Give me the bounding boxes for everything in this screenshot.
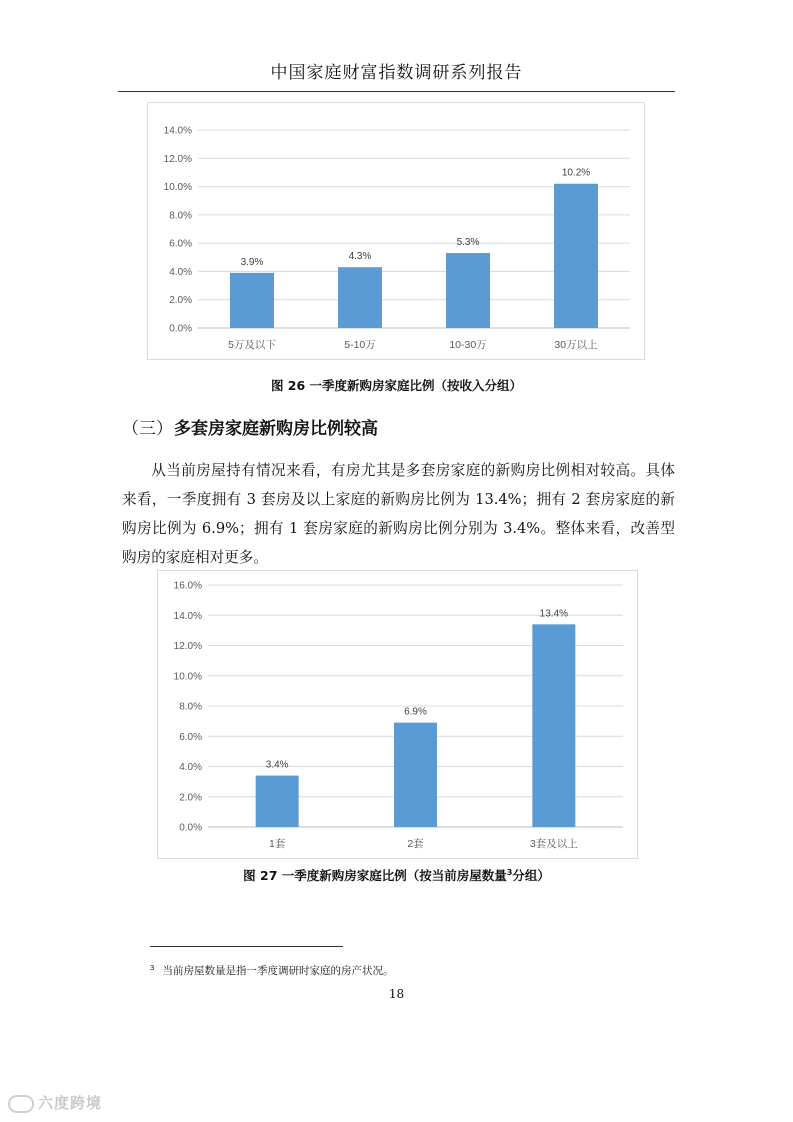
y-tick-label: 14.0% xyxy=(163,125,192,137)
bar xyxy=(230,273,274,328)
bar xyxy=(446,253,490,328)
bar xyxy=(338,267,382,328)
section-heading xyxy=(122,414,378,439)
watermark xyxy=(8,1092,102,1113)
bar xyxy=(256,776,299,827)
watermark-text: 六度跨境 xyxy=(38,1094,103,1112)
y-tick-label: 12.0% xyxy=(173,641,202,652)
data-label: 3.9% xyxy=(240,256,264,268)
y-tick-label: 4.0% xyxy=(179,762,202,773)
figure-26-caption: 图 26 一季度新购房家庭比例（按收入分组） xyxy=(270,378,523,393)
y-tick-label: 6.0% xyxy=(179,731,202,743)
x-tick-label: 5万及以下 xyxy=(228,339,276,351)
x-tick-label: 1套 xyxy=(268,838,286,850)
data-label: 4.3% xyxy=(348,251,372,263)
footnote-marker: 3 xyxy=(150,963,155,972)
header-divider xyxy=(118,91,675,92)
data-label: 10.2% xyxy=(561,167,591,179)
income-chart-frame xyxy=(147,102,645,360)
y-tick-label: 10.0% xyxy=(173,671,202,683)
y-tick-label: 14.0% xyxy=(173,610,202,622)
data-label: 13.4% xyxy=(539,608,569,620)
header-title: 中国家庭财富指数调研系列报告 xyxy=(270,63,523,83)
y-tick-label: 10.0% xyxy=(163,182,192,194)
paragraph-text: 从当前房屋持有情况来看，有房尤其是多套房家庭的新购房比例相对较高。具体来看，一季度拥有 3 套房及以上家庭的新购房比例为 13.4%；拥有 2 套房家庭的新购房比例为 6.9%；拥有 1 套房家庭的新购房比例分别为 3.4%。整体来看，改善型购房的家庭相对更多。 xyxy=(122,462,675,566)
footnote-ref: 3 xyxy=(506,867,513,877)
section-number: （三） xyxy=(122,419,173,439)
page-number: 18 xyxy=(388,987,405,1001)
income-bar-chart xyxy=(148,103,644,359)
y-tick-label: 2.0% xyxy=(169,295,192,307)
house-count-bar-chart xyxy=(158,571,637,858)
y-tick-label: 16.0% xyxy=(173,580,202,592)
x-tick-label: 3套及以上 xyxy=(529,838,578,850)
x-tick-label: 2套 xyxy=(407,838,424,850)
y-tick-label: 8.0% xyxy=(169,210,192,222)
x-tick-label: 10-30万 xyxy=(449,339,487,351)
watermark-logo-icon xyxy=(8,1095,34,1113)
figure-27-caption xyxy=(0,866,793,884)
data-label: 6.9% xyxy=(404,706,427,718)
y-tick-label: 6.0% xyxy=(169,238,192,250)
bar xyxy=(394,723,437,827)
y-tick-label: 12.0% xyxy=(163,153,192,165)
y-tick-label: 0.0% xyxy=(179,822,202,834)
body-paragraph xyxy=(122,456,675,572)
data-label: 5.3% xyxy=(456,237,480,249)
footnote-text: 当前房屋数量是指一季度调研时家庭的房产状况。 xyxy=(162,965,394,977)
data-label: 3.4% xyxy=(265,759,289,771)
y-tick-label: 2.0% xyxy=(179,792,202,804)
footnote-divider xyxy=(150,946,343,947)
section-title: 多套房家庭新购房比例较高 xyxy=(174,419,378,439)
figure-27-caption-text: 图 27 一季度新购房家庭比例（按当前房屋数量 xyxy=(243,868,507,883)
y-tick-label: 8.0% xyxy=(179,701,202,713)
y-tick-label: 4.0% xyxy=(169,266,192,278)
y-tick-label: 0.0% xyxy=(169,323,192,335)
figure-27-caption-suffix: 分组） xyxy=(512,868,550,883)
x-tick-label: 30万以上 xyxy=(554,339,598,351)
footnote xyxy=(150,963,393,978)
bar xyxy=(554,184,598,328)
house-count-chart-frame xyxy=(157,570,638,859)
x-tick-label: 5-10万 xyxy=(344,339,376,351)
bar xyxy=(532,624,575,827)
